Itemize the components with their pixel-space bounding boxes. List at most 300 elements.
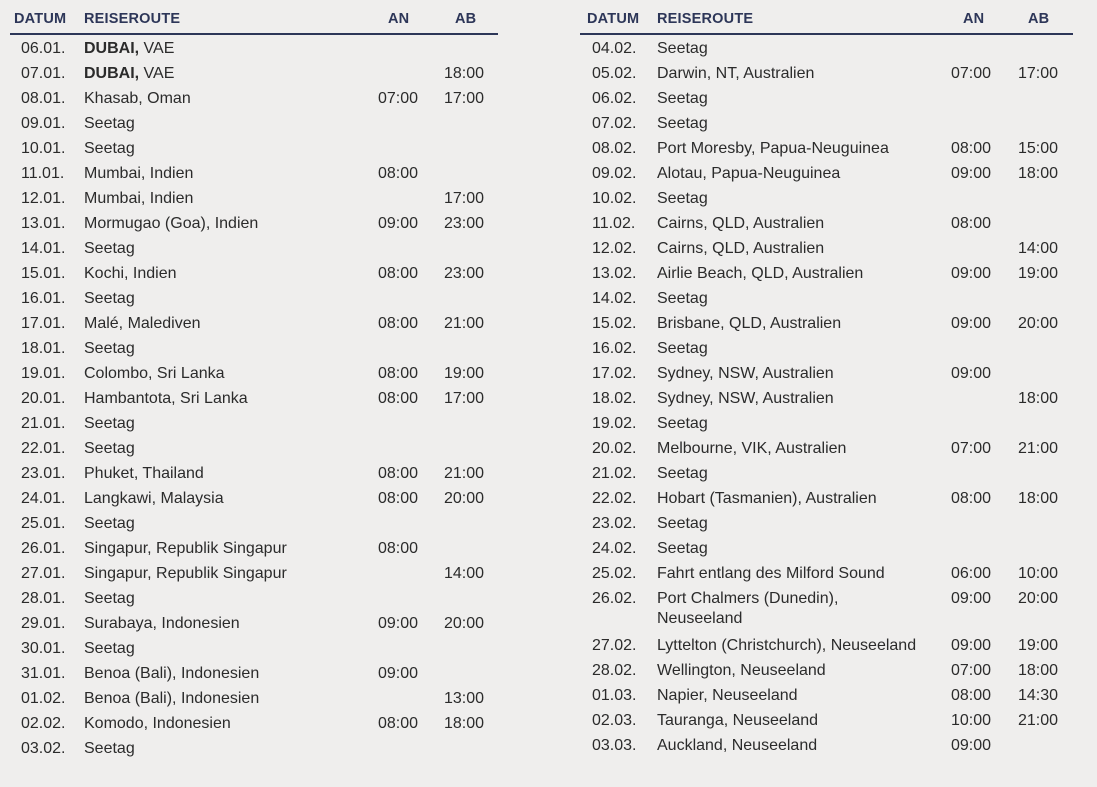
row-arrival: 08:00 [951,215,992,232]
row-route [657,711,818,731]
row-date: 11.01. [21,165,65,182]
itinerary-row [578,136,1073,161]
row-route [84,489,224,509]
row-date: 17.01. [21,315,66,332]
row-date: 16.02. [592,340,637,357]
itinerary-row [0,236,500,261]
itinerary-row [0,311,500,336]
row-departure: 18:00 [1018,165,1059,182]
row-route [657,314,841,334]
row-arrival: 09:00 [378,615,419,632]
row-arrival: 08:00 [378,540,419,557]
row-departure: 23:00 [444,265,485,282]
itinerary-row [578,161,1073,186]
itinerary-row [0,36,500,61]
row-route [657,589,857,629]
route-text: Alotau, Papua-Neuguinea [657,165,841,182]
route-text: Seetag [84,515,135,532]
header-datum: DATUM [14,11,67,27]
itinerary-row [578,36,1073,61]
itinerary-row [0,486,500,511]
route-text: Seetag [657,40,708,57]
row-route [84,114,135,134]
row-date: 12.01. [21,190,66,207]
row-date: 24.02. [592,540,637,557]
row-arrival: 08:00 [951,687,992,704]
row-arrival: 08:00 [951,140,992,157]
row-arrival: 09:00 [951,590,992,607]
row-departure: 17:00 [444,390,485,407]
route-text: Airlie Beach, QLD, Australien [657,265,864,282]
route-text: Seetag [657,465,708,482]
route-text: Hobart (Tasmanien), Australien [657,490,877,507]
row-arrival: 09:00 [951,365,992,382]
row-route [657,686,798,706]
route-text: Kochi, Indien [84,265,177,282]
itinerary-rows-right [578,35,1073,758]
route-text: Seetag [84,240,135,257]
itinerary-row [0,436,500,461]
itinerary-row [0,536,500,561]
route-text: Seetag [657,115,708,132]
row-date: 22.01. [21,440,66,457]
header-reiseroute: REISEROUTE [657,11,754,27]
row-date: 19.01. [21,365,66,382]
itinerary-row [0,261,500,286]
row-route [657,39,708,59]
route-text: Hambantota, Sri Lanka [84,390,248,407]
row-route [657,514,708,534]
itinerary-row [578,386,1073,411]
header-datum: DATUM [587,11,640,27]
header-an: AN [388,11,410,27]
row-route [84,239,135,259]
row-date: 14.02. [592,290,637,307]
route-text: Seetag [84,640,135,657]
route-text: Seetag [657,415,708,432]
row-route [84,189,193,209]
row-route [84,314,201,334]
row-date: 21.01. [21,415,66,432]
route-text: Port Moresby, Papua-Neuguinea [657,140,889,157]
row-route [657,389,834,409]
row-arrival: 07:00 [951,440,992,457]
route-text: Seetag [657,190,708,207]
row-route [84,389,248,409]
row-route [84,439,135,459]
row-departure: 18:00 [1018,390,1059,407]
row-arrival: 08:00 [951,490,992,507]
route-text: Phuket, Thailand [84,465,204,482]
row-arrival: 09:00 [951,165,992,182]
itinerary-row [0,511,500,536]
row-route [657,264,863,284]
route-text: Sydney, NSW, Australien [657,365,834,382]
route-text: Khasab, Oman [84,90,191,107]
row-date: 02.02. [21,715,66,732]
itinerary-row [578,111,1073,136]
itinerary-row [0,186,500,211]
row-route [84,514,135,534]
itinerary-row [578,633,1073,658]
itinerary-row [0,136,500,161]
itinerary-row [0,86,500,111]
row-departure: 15:00 [1018,140,1059,157]
route-text: Surabaya, Indonesien [84,615,240,632]
row-departure: 14:00 [1018,240,1059,257]
row-date: 24.01. [21,490,66,507]
route-text: Tauranga, Neuseeland [657,712,819,729]
row-route [657,139,889,159]
row-departure: 17:00 [444,90,485,107]
row-route [84,39,174,59]
row-departure: 21:00 [1018,440,1059,457]
row-arrival: 06:00 [951,565,992,582]
row-date: 15.01. [21,265,66,282]
itinerary-row [578,586,1073,633]
row-date: 06.01. [21,40,66,57]
itinerary-rows-left [0,35,500,761]
row-arrival: 09:00 [378,665,419,682]
row-route [84,564,287,584]
row-date: 17.02. [592,365,637,382]
row-date: 25.01. [21,515,66,532]
route-text: Mormugao (Goa), Indien [84,215,259,232]
row-route [657,364,834,384]
itinerary-row [0,711,500,736]
row-departure: 20:00 [1018,315,1059,332]
row-arrival: 08:00 [378,265,419,282]
row-date: 28.02. [592,662,637,679]
row-date: 07.02. [592,115,637,132]
row-date: 21.02. [592,465,637,482]
row-date: 23.01. [21,465,66,482]
row-route [84,89,191,109]
row-date: 08.01. [21,90,66,107]
route-port-bold: DUBAI, [84,65,140,82]
itinerary-row [578,236,1073,261]
row-route [84,689,259,709]
row-arrival: 08:00 [378,165,419,182]
row-date: 09.01. [21,115,66,132]
route-text: Singapur, Republik Singapur [84,565,287,582]
header-an: AN [963,11,985,27]
row-route [84,664,259,684]
row-route [657,636,916,656]
itinerary-row [578,361,1073,386]
itinerary-row [0,736,500,761]
row-date: 26.01. [21,540,66,557]
itinerary-row [578,733,1073,758]
itinerary-row [0,386,500,411]
itinerary-row [0,661,500,686]
itinerary-row [578,61,1073,86]
row-date: 15.02. [592,315,637,332]
row-date: 31.01. [21,665,66,682]
row-date: 14.01. [21,240,66,257]
row-date: 22.02. [592,490,637,507]
itinerary-row [0,211,500,236]
route-text: Seetag [84,415,135,432]
itinerary-row [0,61,500,86]
row-date: 04.02. [592,40,637,57]
row-departure: 18:00 [1018,490,1059,507]
row-route [84,264,177,284]
itinerary-row [0,586,500,611]
row-route [657,214,824,234]
row-departure: 23:00 [444,215,485,232]
row-departure: 14:30 [1018,687,1059,704]
route-text: Seetag [657,90,708,107]
route-text: Seetag [84,740,135,757]
itinerary-row [578,336,1073,361]
header-ab: AB [1028,11,1050,27]
route-text: Seetag [84,140,135,157]
row-route [84,539,287,559]
route-text: Komodo, Indonesien [84,715,231,732]
route-text: Cairns, QLD, Australien [657,240,825,257]
route-text: Seetag [84,440,135,457]
itinerary-row [0,561,500,586]
row-departure: 18:00 [444,65,485,82]
itinerary-row [578,411,1073,436]
row-date: 01.03. [592,687,637,704]
header-reiseroute: REISEROUTE [84,11,181,27]
row-date: 10.01. [21,140,66,157]
table-header [580,0,1073,35]
row-arrival: 08:00 [378,315,419,332]
row-date: 10.02. [592,190,637,207]
route-text: Cairns, QLD, Australien [657,215,825,232]
row-arrival: 07:00 [951,662,992,679]
row-departure: 14:00 [444,565,485,582]
row-route [84,414,135,434]
route-text: Fahrt entlang des Milford Sound [657,565,885,582]
row-route [657,289,708,309]
row-departure: 21:00 [444,315,485,332]
itinerary-row [0,336,500,361]
row-route [657,564,885,584]
header-ab: AB [455,11,477,27]
route-text: Auckland, Neuseeland [657,737,818,754]
row-departure: 20:00 [444,490,485,507]
route-text: Wellington, Neuseeland [657,662,826,679]
row-route [657,64,814,84]
route-text: Colombo, Sri Lanka [84,365,225,382]
itinerary-row [0,111,500,136]
itinerary-row [0,636,500,661]
row-route [657,239,824,259]
row-date: 23.02. [592,515,637,532]
itinerary-row [0,286,500,311]
route-text: Seetag [657,540,708,557]
itinerary-row [578,708,1073,733]
row-arrival: 08:00 [378,715,419,732]
row-departure: 17:00 [1018,65,1059,82]
row-route [657,114,708,134]
itinerary-row [578,436,1073,461]
itinerary-row [0,361,500,386]
row-route [657,489,877,509]
itinerary-row [578,261,1073,286]
row-route [657,439,846,459]
route-text: Seetag [657,515,708,532]
row-route [657,661,826,681]
route-text: Singapur, Republik Singapur [84,540,287,557]
route-text: VAE [139,40,175,57]
row-route [84,214,258,234]
row-arrival: 08:00 [378,365,419,382]
route-text: Darwin, NT, Australien [657,65,815,82]
route-text: Mumbai, Indien [84,165,194,182]
route-text: Seetag [84,290,135,307]
itinerary-row [578,86,1073,111]
row-route [84,589,135,609]
table-header [10,0,498,35]
itinerary-row [578,186,1073,211]
itinerary-row [0,611,500,636]
itinerary-row [578,486,1073,511]
row-departure: 13:00 [444,690,485,707]
row-date: 03.02. [21,740,66,757]
itinerary-row [578,536,1073,561]
route-text: Benoa (Bali), Indonesien [84,665,260,682]
row-route [84,639,135,659]
row-departure: 20:00 [444,615,485,632]
row-route [84,289,135,309]
row-departure: 21:00 [1018,712,1059,729]
row-departure: 19:00 [1018,637,1059,654]
row-departure: 21:00 [444,465,485,482]
row-date: 03.03. [592,737,637,754]
row-departure: 18:00 [444,715,485,732]
route-text: Seetag [657,340,708,357]
row-route [84,64,174,84]
row-date: 13.01. [21,215,66,232]
row-date: 20.01. [21,390,66,407]
route-text: Seetag [84,590,135,607]
row-route [657,89,708,109]
row-arrival: 08:00 [378,490,419,507]
route-text: Napier, Neuseeland [657,687,798,704]
route-text: Mumbai, Indien [84,190,194,207]
route-text: Sydney, NSW, Australien [657,390,834,407]
row-date: 05.02. [592,65,637,82]
row-date: 16.01. [21,290,66,307]
itinerary-row [0,411,500,436]
itinerary-column-right [578,0,1073,758]
row-arrival: 07:00 [378,90,419,107]
row-route [84,714,231,734]
itinerary-row [578,286,1073,311]
row-departure: 19:00 [444,365,485,382]
row-arrival: 08:00 [378,465,419,482]
row-date: 08.02. [592,140,637,157]
row-date: 11.02. [592,215,636,232]
row-arrival: 09:00 [951,315,992,332]
route-text: Malé, Malediven [84,315,201,332]
row-arrival: 10:00 [951,712,992,729]
row-route [657,339,708,359]
itinerary-column-left [0,0,500,761]
itinerary-row [578,683,1073,708]
row-date: 13.02. [592,265,637,282]
row-route [84,464,204,484]
itinerary-row [0,161,500,186]
itinerary-row [0,686,500,711]
row-route [657,736,817,756]
route-text: Lyttelton (Christchurch), Neuseeland [657,637,917,654]
row-date: 29.01. [21,615,66,632]
route-text: Seetag [84,115,135,132]
itinerary-row [0,461,500,486]
row-route [657,414,708,434]
row-route [657,464,708,484]
row-arrival: 08:00 [378,390,419,407]
row-date: 06.02. [592,90,637,107]
row-date: 07.01. [21,65,66,82]
route-text: Port Chalmers (Dunedin), Neuseeland [657,590,843,627]
route-text: Brisbane, QLD, Australien [657,315,842,332]
row-arrival: 09:00 [951,637,992,654]
route-text: Seetag [657,290,708,307]
route-text: VAE [139,65,175,82]
row-date: 18.01. [21,340,66,357]
row-route [84,139,135,159]
row-route [84,739,135,759]
row-date: 01.02. [21,690,66,707]
row-date: 18.02. [592,390,637,407]
route-text: Benoa (Bali), Indonesien [84,690,260,707]
row-route [84,364,225,384]
route-port-bold: DUBAI, [84,40,140,57]
itinerary-row [578,658,1073,683]
route-text: Melbourne, VIK, Australien [657,440,847,457]
row-date: 27.01. [21,565,66,582]
row-route [84,339,135,359]
row-date: 25.02. [592,565,637,582]
route-text: Langkawi, Malaysia [84,490,224,507]
row-arrival: 09:00 [951,265,992,282]
row-arrival: 07:00 [951,65,992,82]
row-date: 09.02. [592,165,637,182]
row-date: 30.01. [21,640,66,657]
row-arrival: 09:00 [951,737,992,754]
row-route [657,539,708,559]
itinerary-row [578,511,1073,536]
route-text: Seetag [84,340,135,357]
row-route [84,614,240,634]
itinerary-row [578,211,1073,236]
row-date: 12.02. [592,240,637,257]
row-route [84,164,193,184]
row-date: 20.02. [592,440,637,457]
row-departure: 18:00 [1018,662,1059,679]
row-departure: 17:00 [444,190,485,207]
row-departure: 10:00 [1018,565,1059,582]
row-departure: 20:00 [1018,590,1059,607]
row-arrival: 09:00 [378,215,419,232]
row-date: 27.02. [592,637,637,654]
itinerary-row [578,461,1073,486]
row-route [657,189,708,209]
itinerary-row [578,561,1073,586]
row-date: 19.02. [592,415,637,432]
row-date: 28.01. [21,590,66,607]
row-date: 26.02. [592,590,637,607]
row-route [657,164,840,184]
itinerary-row [578,311,1073,336]
